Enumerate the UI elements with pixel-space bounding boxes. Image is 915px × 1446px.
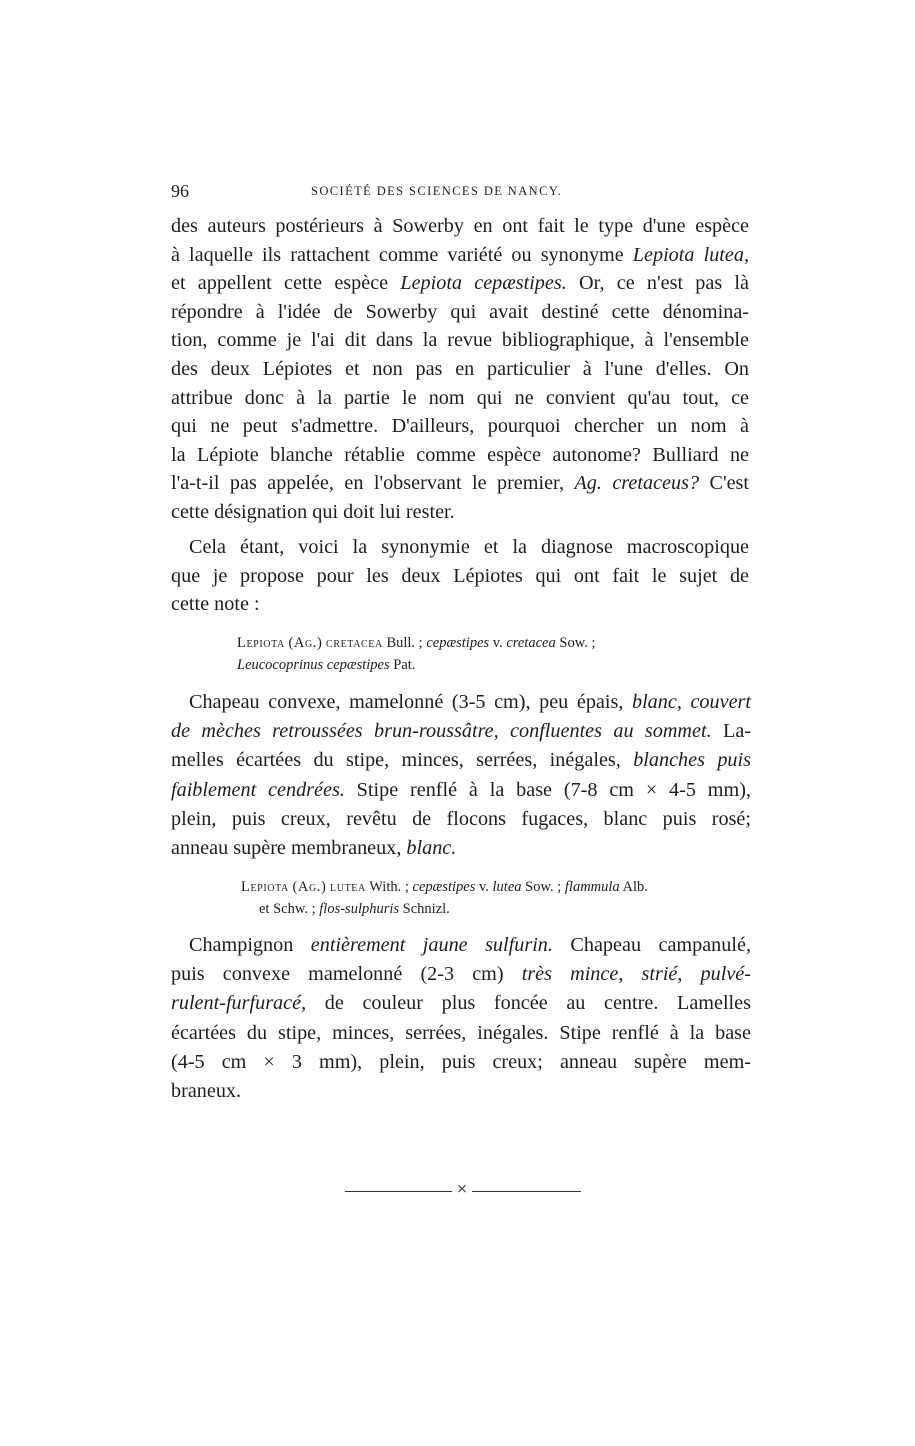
text-line: cette note : [171,593,260,616]
text-run: de couleur plus foncée au centre. Lamelles [306,992,751,1015]
rule-line-right [472,1191,581,1192]
synonym: flammula [564,879,620,895]
text-run: très mince, strié, pulvé- [521,963,751,986]
continuation [241,901,450,917]
text-run: Stipe renflé à la base (7-8 cm × 4-5 mm), [344,778,751,801]
author: et Schw. ; [259,901,320,917]
text-line: braneux. [171,1080,242,1103]
text-line: (4-5 cm × 3 mm), plein, puis creux; anneau supère mem- [171,1050,751,1073]
text-run: Chapeau campanulé, [552,934,751,956]
text-line [171,989,751,1018]
description-lepiota-lutea [171,931,751,1106]
synonym: cepæstipes [426,635,490,651]
text-run: melles écartées du stipe, minces, serrées, inégales, [171,749,634,772]
text-run: La- [711,720,752,743]
genus-name: Lepiota [237,635,285,651]
text-run: Champignon [189,934,311,956]
synonym: cepæstipes [412,879,476,895]
synonymy-lepiota-lutea [241,876,648,920]
text-line: des deux Lépiotes et non pas en particulier à l'une d'elles. On [171,357,749,380]
text-line [171,834,751,863]
rule-line-left [345,1191,452,1192]
text-line [171,776,751,805]
running-title: SOCIÉTÉ DES SCIENCES DE NANCY. [311,184,563,198]
text-line: qui ne peut s'admettre. D'ailleurs, pourquoi chercher un nom à [171,415,749,438]
author: Sow. ; [555,635,596,651]
variety-abbrev: v. [475,879,493,895]
taxon-name: Lepiota cepæstipes. [400,272,567,295]
text-line: écartées du stipe, minces, serrées, inégales. Stipe renflé à la base [171,1021,751,1044]
text-run: l'a-t-il pas appelée, en l'observant le premier, [171,472,575,495]
text-line [171,717,751,746]
section-end-rule [345,1182,581,1198]
author: With. ; [365,879,413,895]
variety: cretacea [506,635,556,651]
text-run: C'est [699,472,750,495]
description-lepiota-cretacea [171,688,751,863]
page-number: 96 [171,181,189,201]
paragraph-1 [171,212,749,527]
genus-name: Lepiota [241,879,289,895]
text-run: Or, ce n'est pas là [566,272,749,295]
text-run: rulent-furfuracé, [171,992,307,1015]
taxon-name: Lepiota lutea, [632,243,749,266]
text-line: attribue donc à la partie le nom qui ne convient qu'au tout, ce [171,386,749,409]
text-line [171,931,751,960]
author: Bull. ; [382,635,427,651]
synonym: Leucocoprinus cepæstipes [237,657,390,673]
text-line [171,241,749,270]
text-line: plein, puis creux, revêtu de flocons fugaces, blanc puis rosé; [171,807,751,830]
text-line [171,688,751,717]
subgenus: (Ag.) [288,635,323,651]
text-run: puis convexe mamelonné (2-3 cm) [171,963,522,986]
text-run: blanc, couvert [631,691,752,713]
text-line [171,469,749,498]
text-line: Cela étant, voici la synonymie et la diagnose macroscopique [189,536,749,558]
variety-abbrev: v. [489,635,507,651]
text-line [171,269,749,298]
text-run: à laquelle ils rattachent comme variété ou synonyme [171,243,633,266]
text-line: tion, comme je l'ai dit dans la revue bibliographique, à l'ensemble [171,329,749,352]
text-run: faiblement cendrées. [171,778,345,801]
author: Schnizl. [399,901,450,917]
synonym: flos-sulphuris [319,901,400,917]
text-run: entièrement jaune sulfurin. [310,934,553,956]
author: Alb. [619,879,648,895]
text-run: blanches puis [633,749,751,772]
text-line: cette désignation qui doit lui rester. [171,500,455,523]
subgenus: (Ag.) [292,879,327,895]
cross-ornament-icon: ⨯ [456,1182,468,1197]
species-name: cretacea [326,635,383,651]
author: Sow. ; [521,879,565,895]
variety: lutea [492,879,522,895]
text-run: de mèches retroussées brun-roussâtre, confluentes au sommet. [171,720,712,743]
taxon-name: Ag. cretaceus? [574,472,700,495]
text-line [171,746,751,775]
text-run: Chapeau convexe, mamelonné (3-5 cm), peu épais, [189,691,632,713]
text-run: anneau supère membraneux, [171,837,407,860]
running-head [171,181,751,203]
paragraph-2 [171,533,749,619]
synonymy-lepiota-cretacea [237,632,596,676]
text-line: la Lépiote blanche rétablie comme espèce autonome? Bulliard ne [171,443,749,466]
text-line [171,960,751,989]
text-line: des auteurs postérieurs à Sowerby en ont fait le type d'une espèce [171,215,749,237]
text-run: et appellent cette espèce [171,272,401,295]
text-line: que je propose pour les deux Lépiotes qui ont fait le sujet de [171,564,749,587]
author: Pat. [389,657,416,673]
species-name: lutea [330,879,366,895]
text-run: blanc. [406,837,457,860]
text-line: répondre à l'idée de Sowerby qui avait destiné cette dénomina- [171,300,749,323]
